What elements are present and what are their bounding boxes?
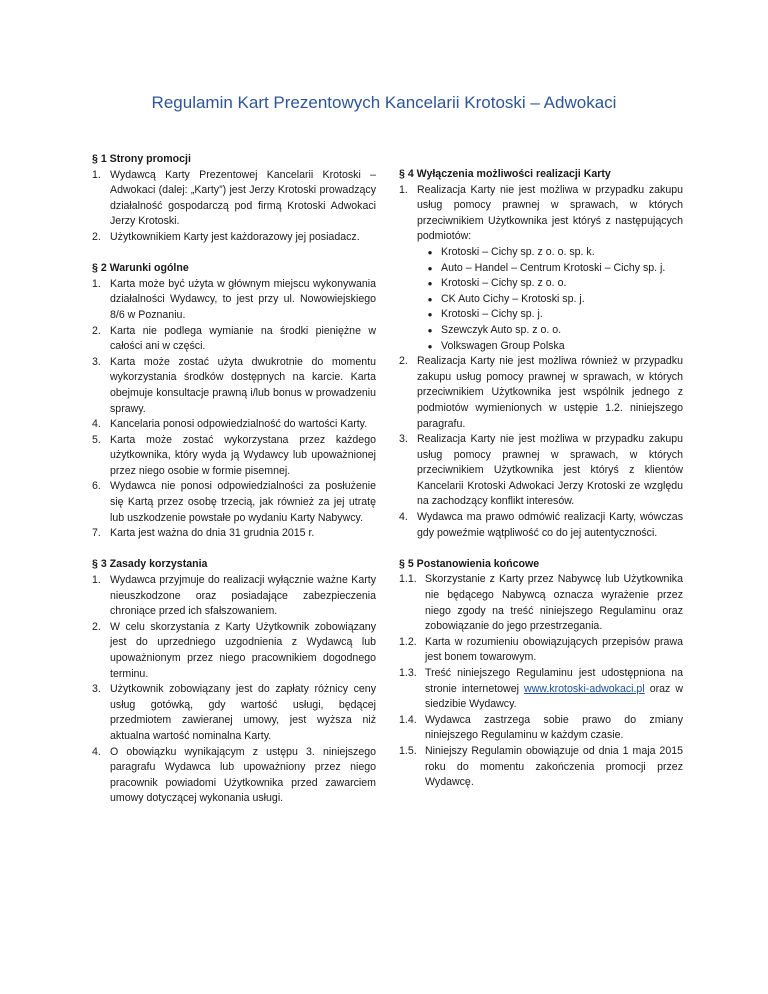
item-text: Karta może być użyta w głównym miejscu wykonywania działalności Wydawcy, to jest przy ul. Nowowiejskiego 8/6 w Poznaniu. — [110, 277, 376, 321]
item-number: 1. — [92, 574, 101, 587]
list-item — [399, 666, 683, 713]
item-number: 4. — [399, 511, 408, 524]
item-text: Wydawca ma prawo odmówić realizacji Karty, wówczas gdy poweźmie wątpliwość co do jej autentyczności. — [417, 511, 683, 539]
item-number: 2. — [399, 355, 408, 368]
bullet-icon: ● — [427, 310, 433, 320]
entity-name: Krotoski – Cichy sp. z o. o. — [441, 277, 567, 290]
bullet-icon: ● — [427, 247, 433, 257]
section-2-heading: § 2 Warunki ogólne — [92, 262, 189, 275]
section-3 — [92, 557, 376, 807]
entity-item — [417, 323, 683, 339]
item-number: 4. — [92, 745, 101, 758]
list-item — [399, 635, 683, 666]
item-text: Treść niniejszego Regulaminu jest udostępniona na stronie internetowej — [425, 667, 683, 695]
entity-name: Auto – Handel – Centrum Krotoski – Cichy sp. j. — [441, 261, 666, 274]
entity-item — [417, 276, 683, 292]
bullet-icon: ● — [427, 263, 433, 273]
entity-item — [417, 339, 683, 355]
item-text: Wydawca nie ponosi odpowiedzialności za posłużenie się Kartą przez osobę trzecią, jak również za jej utratę lub uszkodzenie powstałe po wydaniu Karty Nabywcy. — [110, 480, 376, 524]
list-item — [399, 183, 683, 355]
bullet-icon: ● — [427, 279, 433, 289]
entity-item — [417, 307, 683, 323]
list-item — [399, 713, 683, 744]
list-item — [399, 432, 683, 510]
list-item — [92, 433, 376, 480]
section-5-heading: § 5 Postanowienia końcowe — [399, 557, 540, 570]
item-number: 1.4. — [399, 713, 417, 726]
item-number: 5. — [92, 433, 101, 446]
website-link[interactable]: www.krotoski-adwokaci.pl — [523, 682, 645, 695]
list-item — [92, 324, 376, 355]
item-text: Realizacja Karty nie jest możliwa również w przypadku zakupu usług pomocy prawnej w sprawach, w których przeciwnikiem Użytkownika jest wspólnik jednego z podmiotów wymienionych w ustępie 1.2. niniejszego paragrafu. — [417, 355, 683, 430]
entity-list — [417, 245, 683, 354]
item-number: 1.3. — [399, 667, 417, 679]
item-text: Użytkownikiem Karty jest każdorazowy jej posiadacz. — [110, 230, 360, 243]
list-item — [92, 168, 376, 230]
right-column — [399, 167, 683, 806]
section-4-heading: § 4 Wyłączenia możliwości realizacji Karty — [399, 168, 611, 180]
section-1-heading: § 1 Strony promocji — [92, 153, 191, 165]
item-number: 1.1. — [399, 573, 417, 586]
item-text: W celu skorzystania z Karty Użytkownik zobowiązany jest do uprzedniego uzgodnienia z Wydawcą lub upoważnionym przez niego pracownikiem dogodnego terminu. — [110, 620, 376, 680]
list-item — [92, 573, 376, 620]
item-number: 6. — [92, 480, 101, 493]
list-item — [399, 744, 683, 791]
section-2 — [92, 261, 376, 542]
bullet-icon: ● — [427, 294, 433, 304]
bullet-icon: ● — [427, 341, 433, 351]
entity-name: CK Auto Cichy – Krotoski sp. j. — [441, 292, 585, 305]
list-item — [92, 417, 376, 433]
list-item — [92, 526, 376, 542]
item-number: 1.2. — [399, 635, 417, 648]
item-text: Kancelaria ponosi odpowiedzialność do wartości Karty. — [110, 418, 368, 431]
item-body — [425, 666, 683, 713]
entity-name: Krotoski – Cichy sp. j. — [441, 308, 543, 321]
item-number: 2. — [92, 324, 101, 337]
list-item — [92, 620, 376, 682]
list-item — [92, 479, 376, 526]
item-number: 1. — [92, 277, 101, 290]
section-5 — [399, 557, 683, 791]
item-number: 4. — [92, 418, 101, 431]
item-number: 2. — [92, 230, 101, 243]
entity-name: Volkswagen Group Polska — [441, 339, 565, 352]
section-3-heading: § 3 Zasady korzystania — [92, 558, 208, 571]
item-number: 1.5. — [399, 744, 417, 757]
item-text: Realizacja Karty nie jest możliwa w przypadku zakupu usług pomocy prawnej w sprawach, w których przeciwnikiem Użytkownika jest któryś z klientów Kancelarii Krotoski Adwokaci Jerzy Krotoski ze względu na zachodzący konflikt interesów. — [417, 433, 683, 508]
item-text: Karta w rozumieniu obowiązujących przepisów prawa jest bonem towarowym. — [425, 635, 683, 664]
item-text: Karta jest ważna do dnia 31 grudnia 2015 r. — [110, 527, 315, 540]
item-number: 3. — [92, 683, 101, 696]
list-item — [92, 682, 376, 744]
section-1 — [92, 152, 376, 246]
item-body — [417, 183, 683, 355]
bullet-icon: ● — [427, 325, 433, 335]
item-number: 7. — [92, 527, 101, 540]
item-text: Wydawcą Karty Prezentowej Kancelarii Krotoski – Adwokaci (dalej: „Karty”) jest Jerzy Krotoski prowadzący działalność gospodarczą pod firmą Krotoski Adwokaci Jerzy Krotoski. — [110, 168, 376, 228]
list-item — [399, 354, 683, 432]
item-text: Użytkownik zobowiązany jest do zapłaty różnicy ceny usług gotówką, gdy wartość usługi, będącej przedmiotem zawieranej umowy, jest wyższa niż aktualna wartość nominalna Karty. — [110, 683, 376, 742]
item-text: Karta może zostać użyta dwukrotnie do momentu wykorzystania środków dostępnych na karcie. Karta obejmuje konsultacje prawną i/lub bonus w prowadzeniu sprawy. — [110, 355, 376, 415]
item-number: 2. — [92, 620, 101, 633]
list-item — [399, 572, 683, 634]
left-column — [92, 152, 376, 823]
item-text: Wydawca zastrzega sobie prawo do zmiany niniejszego Regulaminu w każdym czasie. — [425, 713, 683, 742]
list-item — [399, 510, 683, 541]
list-item — [92, 355, 376, 417]
item-text: Realizacja Karty nie jest możliwa w przypadku zakupu usług pomocy prawnej w sprawach, w których przeciwnikiem Użytkownika jest któryś z następujących podmiotów: — [417, 183, 683, 243]
item-number: 3. — [92, 355, 101, 368]
item-text: Wydawca przyjmuje do realizacji wyłącznie ważne Karty nieuszkodzone oraz posiadające zabezpieczenia chroniące przed ich sfałszowaniem. — [110, 574, 376, 618]
entity-item — [417, 245, 683, 261]
item-text: O obowiązku wynikającym z ustępu 3. niniejszego paragrafu Wydawca lub upoważniony przez niego pracownik powiadomi Użytkownika przed zawarciem umowy dotyczącej wykonania usługi. — [110, 745, 376, 805]
entity-name: Krotoski – Cichy sp. z o. o. sp. k. — [441, 245, 595, 258]
item-text: Karta może zostać wykorzystana przez każdego użytkownika, który wyda ją Wydawcy lub upoważnionej przez niego osobie w formie pisemnej. — [110, 433, 376, 477]
entity-item — [417, 261, 683, 277]
item-number: 3. — [399, 433, 408, 446]
document-title: Regulamin Kart Prezentowych Kancelarii Krotoski – Adwokaci — [151, 93, 617, 112]
item-text: oraz w siedzibie Wydawcy. — [425, 682, 683, 711]
list-item — [92, 277, 376, 324]
item-text: Niniejszy Regulamin obowiązuje od dnia 1 maja 2015 roku do momentu zakończenia promocji przez Wydawcę. — [425, 744, 683, 789]
list-item — [92, 230, 376, 246]
item-number: 1. — [399, 183, 408, 196]
item-text: Karta nie podlega wymianie na środki pieniężne w całości ani w części. — [110, 324, 376, 353]
entity-item — [417, 292, 683, 308]
entity-name: Szewczyk Auto sp. z o. o. — [441, 323, 562, 336]
section-4 — [399, 167, 683, 541]
item-number: 1. — [92, 168, 101, 181]
list-item — [92, 745, 376, 807]
item-text: Skorzystanie z Karty przez Nabywcę lub Użytkownika nie będącego Nabywcą oznacza wyrażenie przez niego zgody na treść niniejszego Regulaminu oraz zobowiązanie do jego przestrzegania. — [425, 573, 683, 633]
